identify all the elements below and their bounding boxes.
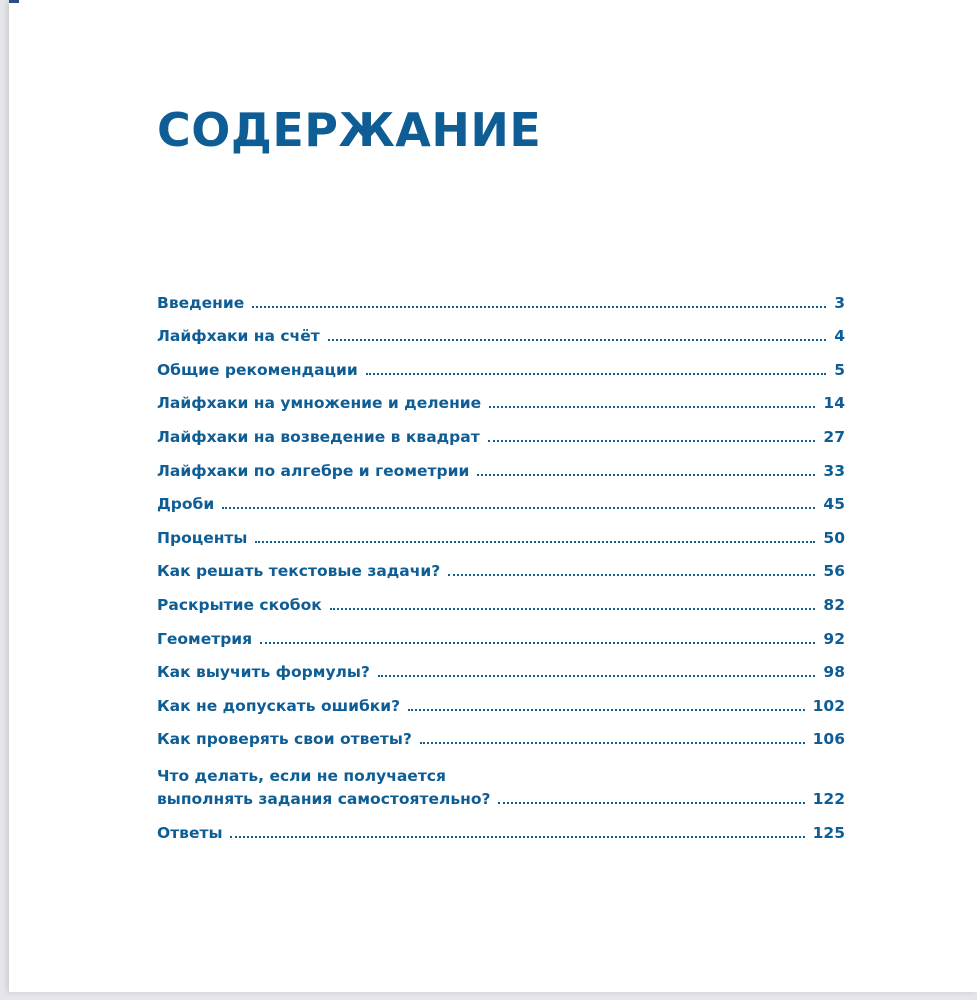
toc-entry-page: 122 xyxy=(812,790,845,809)
toc-entry-label: Геометрия xyxy=(157,629,253,648)
toc-entry-geometry[interactable] xyxy=(157,615,845,649)
toc-entry-self-study[interactable] xyxy=(157,749,845,809)
toc-entry-page: 4 xyxy=(834,327,845,346)
toc-entry-label: Как проверять свои ответы? xyxy=(157,730,412,749)
toc-entry-avoid-mistakes[interactable] xyxy=(157,682,845,716)
toc-entry-page: 106 xyxy=(812,730,845,749)
dot-leader xyxy=(328,339,827,341)
toc-entry-page: 102 xyxy=(812,696,845,715)
toc-entry-label: Ответы xyxy=(157,823,223,842)
toc-entry-page: 50 xyxy=(823,528,845,547)
toc-entry-algebra-geometry[interactable] xyxy=(157,447,845,481)
dot-leader xyxy=(378,675,816,677)
toc-entry-page: 82 xyxy=(823,595,845,614)
toc-entry-page: 125 xyxy=(812,823,845,842)
toc-entry-label: Лайфхаки на счёт xyxy=(157,327,320,346)
dot-leader xyxy=(366,373,826,375)
toc-entry-learn-formulas[interactable] xyxy=(157,649,845,683)
toc-entry-page: 56 xyxy=(823,562,845,581)
dot-leader xyxy=(488,440,816,442)
toc-entry-page: 45 xyxy=(823,495,845,514)
toc-entry-answers[interactable] xyxy=(157,809,845,843)
dot-leader xyxy=(255,541,815,543)
toc-entry-page: 5 xyxy=(834,360,845,379)
page-title: СОДЕРЖАНИЕ xyxy=(157,103,542,157)
toc-entry-label: Проценты xyxy=(157,528,248,547)
toc-entry-introduction[interactable] xyxy=(157,279,845,313)
binding-edge-mark xyxy=(9,0,19,3)
dot-leader xyxy=(408,709,804,711)
dot-leader xyxy=(330,608,816,610)
toc-entry-percentages[interactable] xyxy=(157,514,845,548)
toc-entry-multiplication-division[interactable] xyxy=(157,380,845,414)
toc-entry-check-answers[interactable] xyxy=(157,716,845,750)
toc-entry-label: Раскрытие скобок xyxy=(157,595,322,614)
toc-entry-counting-hacks[interactable] xyxy=(157,313,845,347)
toc-entry-fractions[interactable] xyxy=(157,481,845,515)
toc-entry-label: Лайфхаки на возведение в квадрат xyxy=(157,427,480,446)
dot-leader xyxy=(222,507,815,509)
toc-entry-label: Общие рекомендации xyxy=(157,360,358,379)
toc-entry-label: Лайфхаки на умножение и деление xyxy=(157,394,482,413)
toc-entry-page: 98 xyxy=(823,663,845,682)
dot-leader xyxy=(448,574,815,576)
toc-entry-general-recommendations[interactable] xyxy=(157,346,845,380)
toc-entry-word-problems[interactable] xyxy=(157,548,845,582)
toc-entry-label: Как решать текстовые задачи? xyxy=(157,562,441,581)
table-of-contents xyxy=(157,279,845,843)
dot-leader xyxy=(230,836,804,838)
dot-leader xyxy=(260,642,815,644)
toc-entry-label: Лайфхаки по алгебре и геометрии xyxy=(157,461,470,480)
dot-leader xyxy=(477,474,815,476)
book-page xyxy=(9,0,977,992)
toc-entry-page: 92 xyxy=(823,629,845,648)
toc-entry-label-line1: Что делать, если не получается xyxy=(157,767,446,786)
toc-entry-label: Как не допускать ошибки? xyxy=(157,696,401,715)
toc-entry-label: Дроби xyxy=(157,495,215,514)
toc-entry-page: 14 xyxy=(823,394,845,413)
dot-leader xyxy=(252,306,826,308)
toc-entry-page: 27 xyxy=(823,427,845,446)
toc-entry-row xyxy=(157,789,845,809)
toc-entry-label: Как выучить формулы? xyxy=(157,663,370,682)
toc-entry-squaring[interactable] xyxy=(157,413,845,447)
dot-leader xyxy=(420,742,805,744)
toc-entry-label-line2: выполнять задания самостоятельно? xyxy=(157,790,491,809)
toc-entry-page: 3 xyxy=(834,293,845,312)
toc-entry-opening-brackets[interactable] xyxy=(157,581,845,615)
dot-leader xyxy=(498,802,804,804)
dot-leader xyxy=(489,406,815,408)
toc-entry-label: Введение xyxy=(157,293,245,312)
toc-entry-page: 33 xyxy=(823,461,845,480)
